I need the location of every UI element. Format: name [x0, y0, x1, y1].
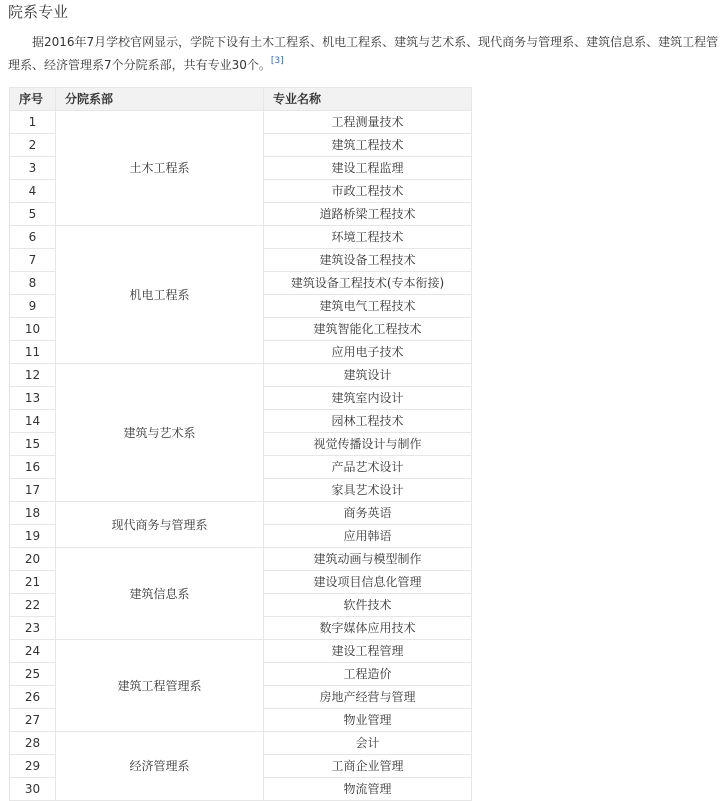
major-name: 建设工程管理	[264, 640, 472, 663]
row-number: 7	[10, 249, 56, 272]
row-number: 3	[10, 157, 56, 180]
row-number: 26	[10, 686, 56, 709]
major-name: 应用电子技术	[264, 341, 472, 364]
department-cell: 建筑信息系	[56, 548, 264, 640]
table-row	[10, 548, 472, 571]
department-cell: 现代商务与管理系	[56, 502, 264, 548]
major-name: 建筑电气工程技术	[264, 295, 472, 318]
department-cell: 建筑与艺术系	[56, 364, 264, 502]
major-name: 软件技术	[264, 594, 472, 617]
row-number: 27	[10, 709, 56, 732]
row-number: 13	[10, 387, 56, 410]
row-number: 18	[10, 502, 56, 525]
row-number: 1	[10, 111, 56, 134]
row-number: 4	[10, 180, 56, 203]
row-number: 5	[10, 203, 56, 226]
major-name: 数字媒体应用技术	[264, 617, 472, 640]
major-name: 家具艺术设计	[264, 479, 472, 502]
department-cell: 经济管理系	[56, 732, 264, 801]
department-cell: 土木工程系	[56, 111, 264, 226]
table-row	[10, 640, 472, 663]
major-name: 工程测量技术	[264, 111, 472, 134]
row-number: 15	[10, 433, 56, 456]
row-number: 22	[10, 594, 56, 617]
row-number: 20	[10, 548, 56, 571]
major-name: 产品艺术设计	[264, 456, 472, 479]
intro-text: 据2016年7月学校官网显示，学院下设有土木工程系、机电工程系、建筑与艺术系、现代商务与管理系、建筑信息系、建筑工程管理系、经济管理系7个分院系部，共有专业30个。	[8, 35, 719, 72]
major-name: 视觉传播设计与制作	[264, 433, 472, 456]
row-number: 10	[10, 318, 56, 341]
department-majors-table	[9, 87, 472, 801]
row-number: 24	[10, 640, 56, 663]
intro-paragraph	[8, 31, 720, 77]
major-name: 建设工程监理	[264, 157, 472, 180]
major-name: 建筑室内设计	[264, 387, 472, 410]
major-name: 道路桥梁工程技术	[264, 203, 472, 226]
major-name: 房地产经营与管理	[264, 686, 472, 709]
major-name: 建筑设备工程技术	[264, 249, 472, 272]
header-number: 序号	[10, 88, 56, 111]
major-name: 市政工程技术	[264, 180, 472, 203]
row-number: 25	[10, 663, 56, 686]
row-number: 29	[10, 755, 56, 778]
row-number: 21	[10, 571, 56, 594]
major-name: 建筑设计	[264, 364, 472, 387]
major-name: 园林工程技术	[264, 410, 472, 433]
major-name: 物业管理	[264, 709, 472, 732]
row-number: 23	[10, 617, 56, 640]
major-name: 工程造价	[264, 663, 472, 686]
row-number: 11	[10, 341, 56, 364]
row-number: 9	[10, 295, 56, 318]
table-row	[10, 732, 472, 755]
major-name: 建筑工程技术	[264, 134, 472, 157]
row-number: 16	[10, 456, 56, 479]
header-major: 专业名称	[264, 88, 472, 111]
major-name: 建设项目信息化管理	[264, 571, 472, 594]
table-header-row	[10, 88, 472, 111]
header-department: 分院系部	[56, 88, 264, 111]
row-number: 2	[10, 134, 56, 157]
table-body	[10, 111, 472, 801]
section-title: 院系专业	[8, 3, 69, 21]
table-row	[10, 364, 472, 387]
table-row	[10, 111, 472, 134]
major-name: 商务英语	[264, 502, 472, 525]
row-number: 14	[10, 410, 56, 433]
major-name: 工商企业管理	[264, 755, 472, 778]
row-number: 8	[10, 272, 56, 295]
row-number: 17	[10, 479, 56, 502]
row-number: 12	[10, 364, 56, 387]
citation-link[interactable]: [3]	[270, 56, 284, 66]
major-name: 环境工程技术	[264, 226, 472, 249]
major-name: 建筑智能化工程技术	[264, 318, 472, 341]
table-row	[10, 502, 472, 525]
department-cell: 机电工程系	[56, 226, 264, 364]
major-name: 物流管理	[264, 778, 472, 801]
row-number: 6	[10, 226, 56, 249]
table-row	[10, 226, 472, 249]
row-number: 19	[10, 525, 56, 548]
row-number: 30	[10, 778, 56, 801]
department-cell: 建筑工程管理系	[56, 640, 264, 732]
major-name: 应用韩语	[264, 525, 472, 548]
major-name: 会计	[264, 732, 472, 755]
major-name: 建筑动画与模型制作	[264, 548, 472, 571]
row-number: 28	[10, 732, 56, 755]
major-name: 建筑设备工程技术(专本衔接)	[264, 272, 472, 295]
